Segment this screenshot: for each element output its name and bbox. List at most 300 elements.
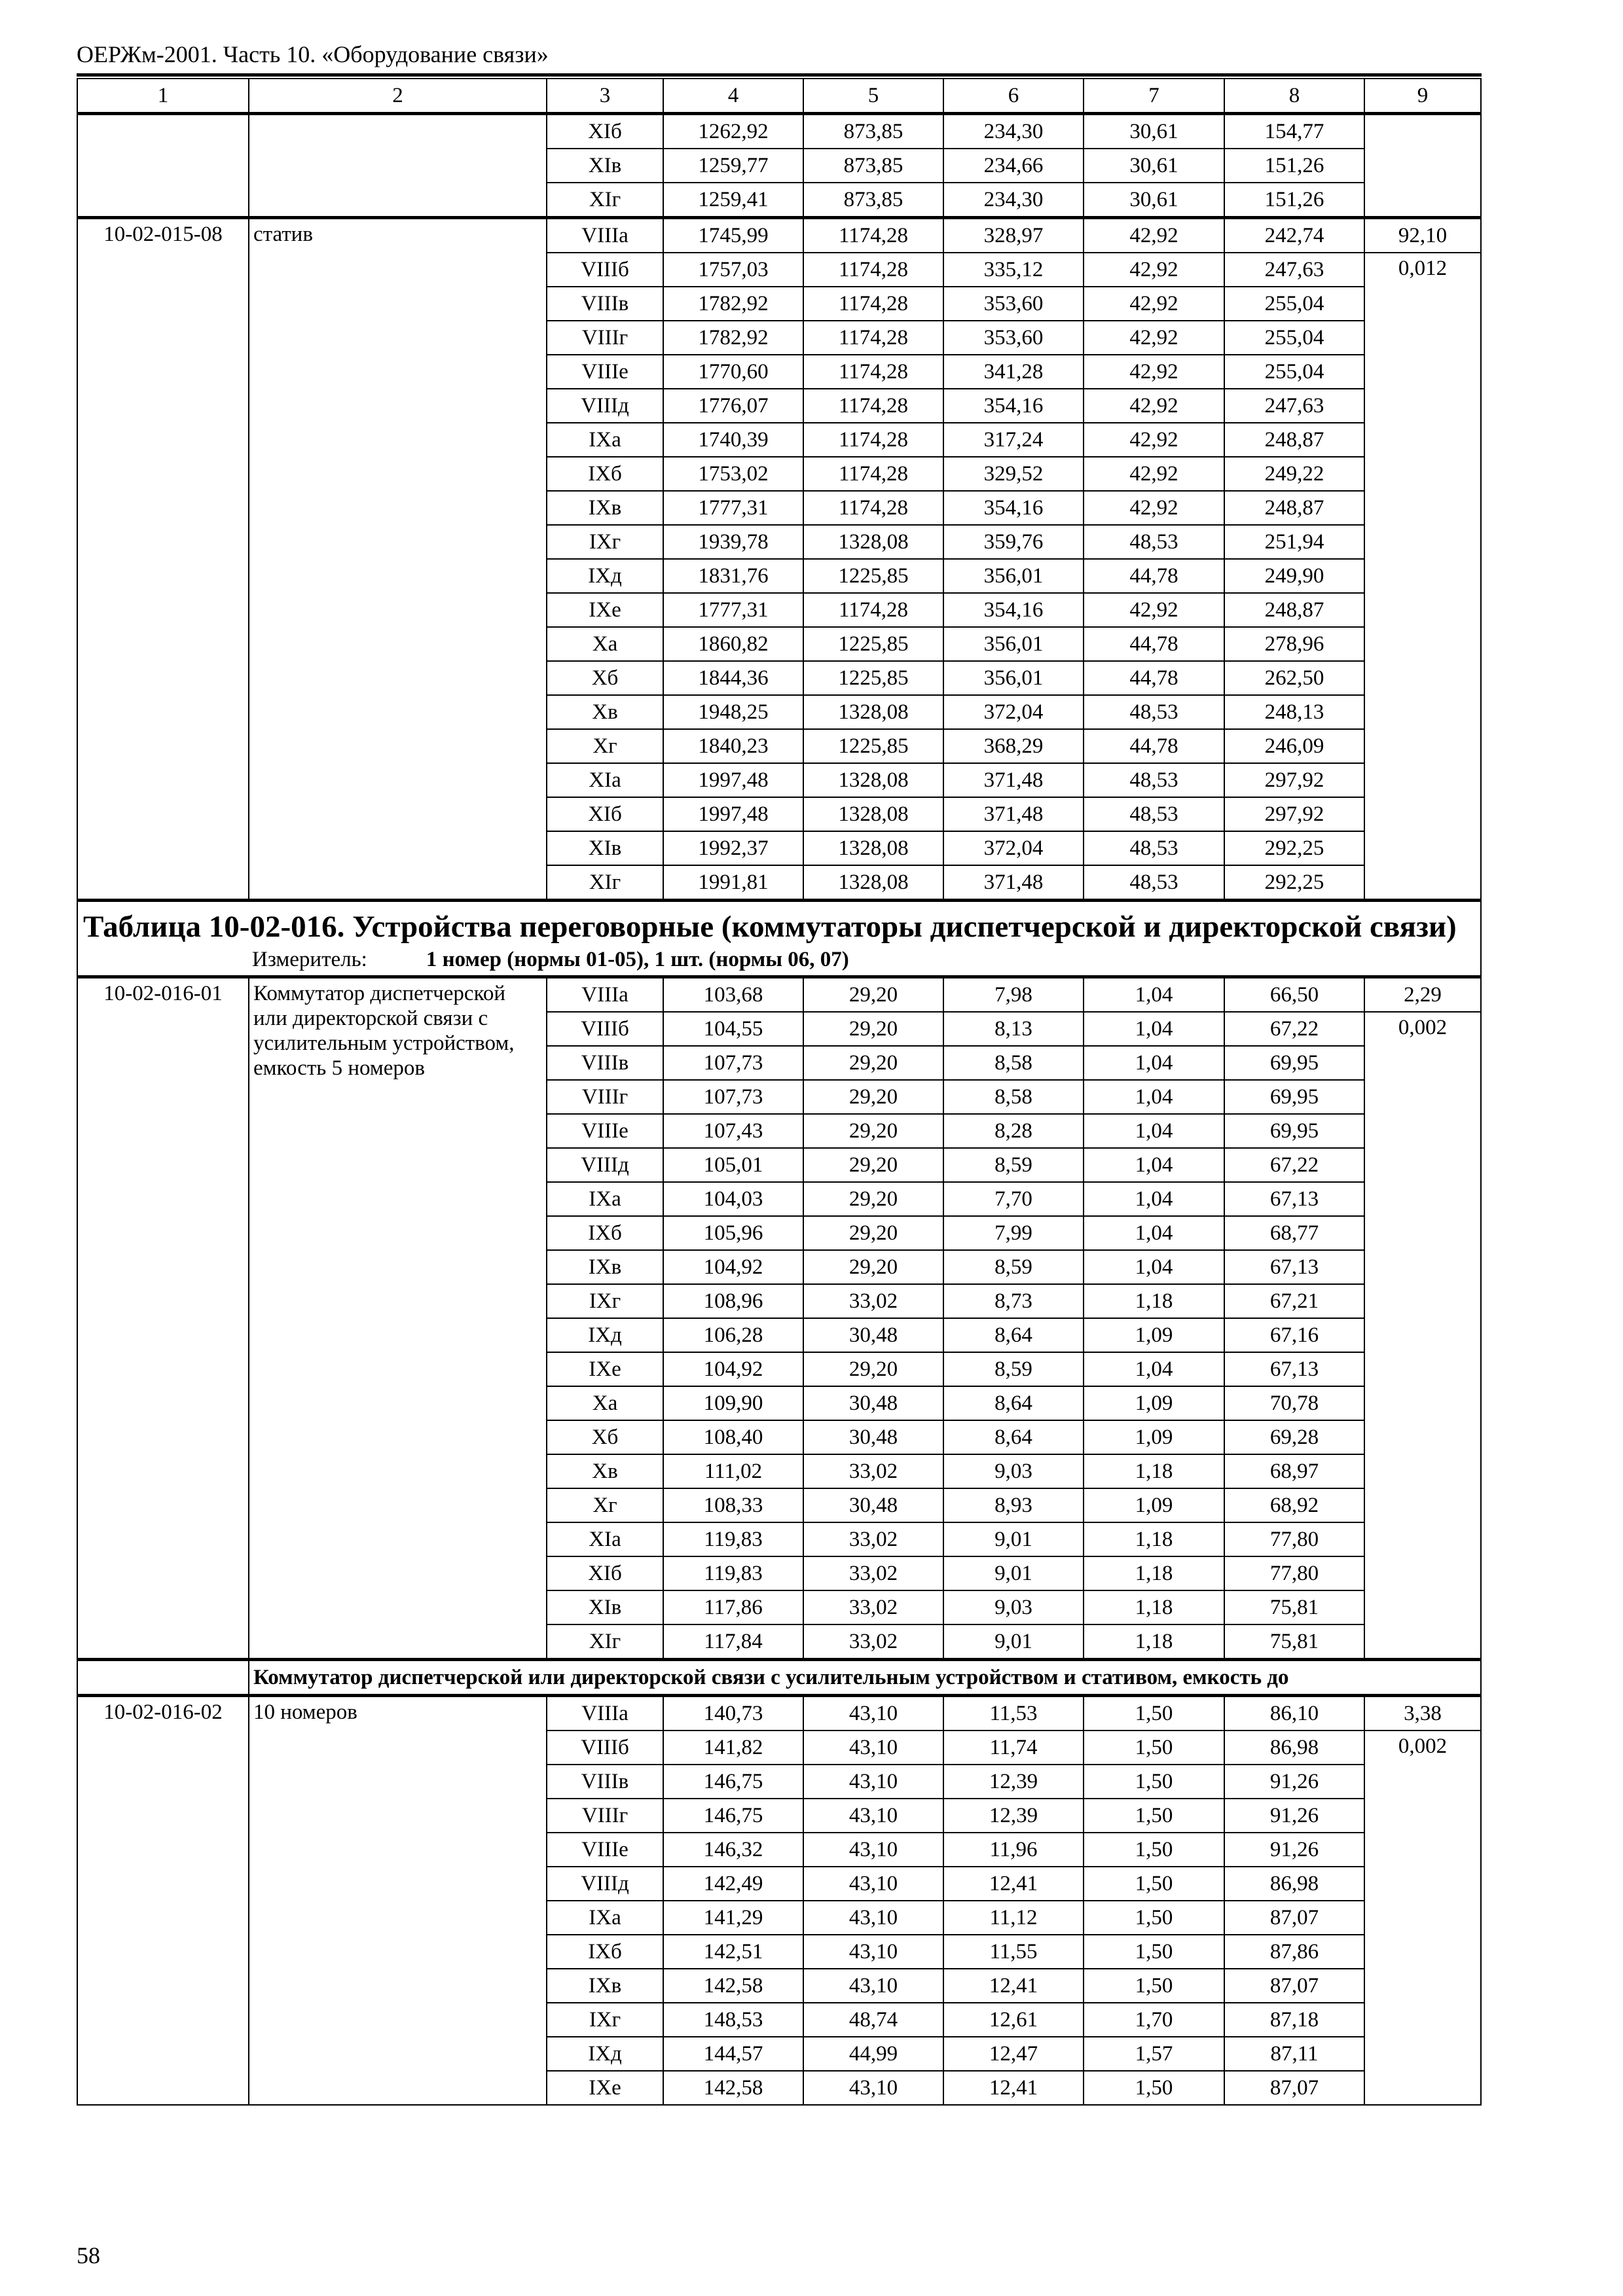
running-header: ОЕРЖм-2001. Часть 10. «Оборудование связи» — [77, 41, 549, 67]
value-cell: 67,16 — [1224, 1318, 1364, 1352]
zone-cell: VIIIа — [547, 218, 663, 253]
value-cell: 1,04 — [1084, 1182, 1224, 1216]
value-cell: 1,04 — [1084, 1148, 1224, 1182]
table-title-row — [77, 901, 1481, 977]
value-cell: 1174,28 — [803, 491, 943, 525]
value-cell: 1,50 — [1084, 2071, 1224, 2105]
value-cell: 246,09 — [1224, 729, 1364, 763]
table-row — [77, 977, 1481, 1013]
value-cell: 1328,08 — [803, 695, 943, 729]
mass-cell: 0,002 — [1364, 1012, 1481, 1660]
value-cell: 44,78 — [1084, 729, 1224, 763]
value-cell: 119,83 — [663, 1522, 803, 1556]
value-cell: 1328,08 — [803, 831, 943, 865]
value-cell: 105,96 — [663, 1216, 803, 1250]
value-cell: 151,26 — [1224, 149, 1364, 183]
value-cell: 106,28 — [663, 1318, 803, 1352]
norm-code: 10-02-016-02 — [77, 1696, 249, 2106]
value-cell: 1,50 — [1084, 1935, 1224, 1969]
value-cell: 1,50 — [1084, 1833, 1224, 1867]
value-cell: 107,43 — [663, 1114, 803, 1148]
measure-label: Измеритель: — [252, 948, 367, 971]
value-cell: 67,21 — [1224, 1284, 1364, 1318]
zone-cell: VIIIб — [547, 1012, 663, 1046]
value-cell: 1259,77 — [663, 149, 803, 183]
value-cell: 7,98 — [943, 977, 1084, 1013]
value-cell: 42,92 — [1084, 457, 1224, 491]
value-cell: 11,96 — [943, 1833, 1084, 1867]
value-cell: 873,85 — [803, 183, 943, 218]
value-cell: 142,49 — [663, 1867, 803, 1901]
zone-cell: VIIIв — [547, 1046, 663, 1080]
value-cell: 104,92 — [663, 1352, 803, 1386]
labor-cell: 2,29 — [1364, 977, 1481, 1013]
value-cell: 1770,60 — [663, 355, 803, 389]
zone-cell: IXе — [547, 593, 663, 627]
value-cell: 9,01 — [943, 1522, 1084, 1556]
value-cell: 1225,85 — [803, 627, 943, 661]
value-cell: 1,57 — [1084, 2037, 1224, 2071]
value-cell: 1,09 — [1084, 1386, 1224, 1420]
value-cell: 8,93 — [943, 1488, 1084, 1522]
header-rule — [77, 73, 1482, 77]
zone-cell: XIа — [547, 763, 663, 797]
norm-name: статив — [249, 218, 547, 901]
value-cell: 1262,92 — [663, 114, 803, 149]
value-cell: 1,04 — [1084, 977, 1224, 1013]
table-row — [77, 218, 1481, 253]
value-cell: 142,51 — [663, 1935, 803, 1969]
column-number: 9 — [1364, 79, 1481, 114]
value-cell: 69,95 — [1224, 1114, 1364, 1148]
value-cell: 141,82 — [663, 1731, 803, 1765]
value-cell: 142,58 — [663, 2071, 803, 2105]
value-cell: 42,92 — [1084, 355, 1224, 389]
value-cell: 1740,39 — [663, 423, 803, 457]
value-cell: 30,61 — [1084, 183, 1224, 218]
value-cell: 11,12 — [943, 1901, 1084, 1935]
zone-cell: VIIIб — [547, 253, 663, 287]
norm-code: 10-02-015-08 — [77, 218, 249, 901]
value-cell: 317,24 — [943, 423, 1084, 457]
value-cell: 248,87 — [1224, 593, 1364, 627]
norm-code: 10-02-016-01 — [77, 977, 249, 1660]
value-cell: 873,85 — [803, 149, 943, 183]
value-cell: 1225,85 — [803, 729, 943, 763]
value-cell: 8,73 — [943, 1284, 1084, 1318]
value-cell: 234,30 — [943, 114, 1084, 149]
value-cell: 7,70 — [943, 1182, 1084, 1216]
value-cell: 354,16 — [943, 593, 1084, 627]
norm-name: 10 номеров — [249, 1696, 547, 2106]
value-cell: 292,25 — [1224, 865, 1364, 901]
value-cell: 108,96 — [663, 1284, 803, 1318]
zone-cell: Xа — [547, 627, 663, 661]
table-title-text: Таблица 10-02-016. Устройства переговорные (коммутаторы диспетчерской и директорской связи) — [83, 910, 1457, 944]
value-cell: 70,78 — [1224, 1386, 1364, 1420]
value-cell: 1757,03 — [663, 253, 803, 287]
value-cell: 328,97 — [943, 218, 1084, 253]
value-cell: 12,39 — [943, 1765, 1084, 1799]
value-cell: 107,73 — [663, 1046, 803, 1080]
value-cell: 1174,28 — [803, 457, 943, 491]
value-cell: 248,87 — [1224, 491, 1364, 525]
value-cell: 1,04 — [1084, 1046, 1224, 1080]
value-cell: 44,99 — [803, 2037, 943, 2071]
zone-cell: VIIIа — [547, 1696, 663, 1731]
zone-cell: VIIIе — [547, 355, 663, 389]
zone-cell: IXд — [547, 1318, 663, 1352]
value-cell: 9,03 — [943, 1590, 1084, 1624]
value-cell: 1,50 — [1084, 1696, 1224, 1731]
zone-cell: Xб — [547, 1420, 663, 1454]
zone-cell: XIг — [547, 865, 663, 901]
value-cell: 247,63 — [1224, 253, 1364, 287]
value-cell: 29,20 — [803, 1046, 943, 1080]
value-cell: 30,61 — [1084, 149, 1224, 183]
value-cell: 234,30 — [943, 183, 1084, 218]
zone-cell: VIIIд — [547, 389, 663, 423]
value-cell: 1,04 — [1084, 1080, 1224, 1114]
value-cell: 109,90 — [663, 1386, 803, 1420]
value-cell: 48,53 — [1084, 525, 1224, 559]
value-cell: 12,41 — [943, 1969, 1084, 2003]
value-cell: 67,13 — [1224, 1182, 1364, 1216]
zone-cell: IXа — [547, 423, 663, 457]
value-cell: 1,70 — [1084, 2003, 1224, 2037]
value-cell: 111,02 — [663, 1454, 803, 1488]
value-cell: 30,48 — [803, 1386, 943, 1420]
value-cell: 87,07 — [1224, 2071, 1364, 2105]
value-cell: 29,20 — [803, 1012, 943, 1046]
value-cell: 8,28 — [943, 1114, 1084, 1148]
value-cell: 44,78 — [1084, 661, 1224, 695]
value-cell: 42,92 — [1084, 253, 1224, 287]
value-cell: 1,09 — [1084, 1488, 1224, 1522]
value-cell: 353,60 — [943, 287, 1084, 321]
value-cell: 1745,99 — [663, 218, 803, 253]
zone-cell: Xб — [547, 661, 663, 695]
value-cell: 91,26 — [1224, 1765, 1364, 1799]
value-cell: 1328,08 — [803, 525, 943, 559]
value-cell: 1,50 — [1084, 1969, 1224, 2003]
zone-cell: Xв — [547, 695, 663, 729]
value-cell: 75,81 — [1224, 1624, 1364, 1660]
value-cell: 140,73 — [663, 1696, 803, 1731]
value-cell: 8,64 — [943, 1318, 1084, 1352]
value-cell: 1777,31 — [663, 593, 803, 627]
value-cell: 329,52 — [943, 457, 1084, 491]
value-cell: 248,13 — [1224, 695, 1364, 729]
value-cell: 42,92 — [1084, 389, 1224, 423]
value-cell: 43,10 — [803, 1731, 943, 1765]
zone-cell: IXв — [547, 491, 663, 525]
value-cell: 33,02 — [803, 1556, 943, 1590]
value-cell: 48,53 — [1084, 763, 1224, 797]
zone-cell: XIв — [547, 1590, 663, 1624]
value-cell: 104,03 — [663, 1182, 803, 1216]
value-cell: 1997,48 — [663, 763, 803, 797]
value-cell: 12,41 — [943, 1867, 1084, 1901]
value-cell: 247,63 — [1224, 389, 1364, 423]
value-cell: 1,18 — [1084, 1624, 1224, 1660]
zone-cell: Xг — [547, 729, 663, 763]
value-cell: 91,26 — [1224, 1833, 1364, 1867]
value-cell: 234,66 — [943, 149, 1084, 183]
value-cell: 146,75 — [663, 1799, 803, 1833]
zone-cell: IXд — [547, 2037, 663, 2071]
table-cell — [77, 1660, 249, 1696]
value-cell: 148,53 — [663, 2003, 803, 2037]
value-cell: 278,96 — [1224, 627, 1364, 661]
value-cell: 75,81 — [1224, 1590, 1364, 1624]
zone-cell: VIIIг — [547, 1799, 663, 1833]
zone-cell: VIIIв — [547, 1765, 663, 1799]
value-cell: 104,55 — [663, 1012, 803, 1046]
value-cell: 154,77 — [1224, 114, 1364, 149]
column-number: 3 — [547, 79, 663, 114]
zone-cell: XIа — [547, 1522, 663, 1556]
value-cell: 30,48 — [803, 1420, 943, 1454]
value-cell: 33,02 — [803, 1454, 943, 1488]
value-cell: 117,84 — [663, 1624, 803, 1660]
value-cell: 8,13 — [943, 1012, 1084, 1046]
page-number: 58 — [77, 2242, 100, 2269]
value-cell: 42,92 — [1084, 423, 1224, 457]
zone-cell: IXг — [547, 2003, 663, 2037]
zone-cell: Xа — [547, 1386, 663, 1420]
value-cell: 873,85 — [803, 114, 943, 149]
value-cell: 33,02 — [803, 1284, 943, 1318]
value-cell: 1174,28 — [803, 321, 943, 355]
zone-cell: VIIIд — [547, 1148, 663, 1182]
value-cell: 8,58 — [943, 1046, 1084, 1080]
value-cell: 1,04 — [1084, 1114, 1224, 1148]
value-cell: 33,02 — [803, 1590, 943, 1624]
value-cell: 43,10 — [803, 2071, 943, 2105]
zone-cell: XIг — [547, 1624, 663, 1660]
value-cell: 30,48 — [803, 1318, 943, 1352]
value-cell: 69,28 — [1224, 1420, 1364, 1454]
zone-cell: IXг — [547, 1284, 663, 1318]
value-cell: 43,10 — [803, 1833, 943, 1867]
value-cell: 108,40 — [663, 1420, 803, 1454]
value-cell: 117,86 — [663, 1590, 803, 1624]
labor-cell — [1364, 114, 1481, 218]
value-cell: 292,25 — [1224, 831, 1364, 865]
value-cell: 29,20 — [803, 1352, 943, 1386]
mass-cell: 0,012 — [1364, 253, 1481, 901]
value-cell: 1,18 — [1084, 1522, 1224, 1556]
value-cell: 8,64 — [943, 1420, 1084, 1454]
value-cell: 86,98 — [1224, 1731, 1364, 1765]
value-cell: 144,57 — [663, 2037, 803, 2071]
value-cell: 108,33 — [663, 1488, 803, 1522]
value-cell: 1939,78 — [663, 525, 803, 559]
table-row — [77, 114, 1481, 149]
value-cell: 1844,36 — [663, 661, 803, 695]
zone-cell: IXа — [547, 1182, 663, 1216]
value-cell: 77,80 — [1224, 1556, 1364, 1590]
measure-unit — [83, 946, 1475, 973]
value-cell: 48,53 — [1084, 831, 1224, 865]
value-cell: 1328,08 — [803, 797, 943, 831]
value-cell: 7,99 — [943, 1216, 1084, 1250]
value-cell: 371,48 — [943, 797, 1084, 831]
zone-cell: IXб — [547, 1935, 663, 1969]
value-cell: 242,74 — [1224, 218, 1364, 253]
value-cell: 42,92 — [1084, 287, 1224, 321]
value-cell: 1225,85 — [803, 661, 943, 695]
value-cell: 1,09 — [1084, 1318, 1224, 1352]
value-cell: 1948,25 — [663, 695, 803, 729]
value-cell: 42,92 — [1084, 593, 1224, 627]
value-cell: 1,09 — [1084, 1420, 1224, 1454]
value-cell: 43,10 — [803, 1901, 943, 1935]
value-cell: 30,61 — [1084, 114, 1224, 149]
value-cell: 87,86 — [1224, 1935, 1364, 1969]
value-cell: 1991,81 — [663, 865, 803, 901]
value-cell: 29,20 — [803, 1114, 943, 1148]
value-cell: 1777,31 — [663, 491, 803, 525]
value-cell: 107,73 — [663, 1080, 803, 1114]
value-cell: 29,20 — [803, 1182, 943, 1216]
zone-cell: XIв — [547, 831, 663, 865]
value-cell: 1174,28 — [803, 423, 943, 457]
value-cell: 1,50 — [1084, 1765, 1224, 1799]
value-cell: 359,76 — [943, 525, 1084, 559]
value-cell: 44,78 — [1084, 559, 1224, 593]
value-cell: 297,92 — [1224, 797, 1364, 831]
value-cell: 43,10 — [803, 1765, 943, 1799]
value-cell: 341,28 — [943, 355, 1084, 389]
zone-cell: VIIIа — [547, 977, 663, 1013]
value-cell: 1782,92 — [663, 321, 803, 355]
value-cell: 249,90 — [1224, 559, 1364, 593]
zone-cell: VIIIе — [547, 1833, 663, 1867]
value-cell: 9,03 — [943, 1454, 1084, 1488]
value-cell: 372,04 — [943, 695, 1084, 729]
zone-cell: XIв — [547, 149, 663, 183]
zone-cell: VIIIб — [547, 1731, 663, 1765]
value-cell: 1174,28 — [803, 389, 943, 423]
value-cell: 142,58 — [663, 1969, 803, 2003]
rates-table — [77, 78, 1482, 2106]
value-cell: 1,50 — [1084, 1799, 1224, 1833]
value-cell: 103,68 — [663, 977, 803, 1013]
value-cell: 67,13 — [1224, 1250, 1364, 1284]
zone-cell: VIIIе — [547, 1114, 663, 1148]
norm-name — [249, 114, 547, 218]
zone-cell: Xг — [547, 1488, 663, 1522]
value-cell: 1782,92 — [663, 287, 803, 321]
zone-cell: VIIIг — [547, 321, 663, 355]
zone-cell: IXв — [547, 1969, 663, 2003]
value-cell: 1840,23 — [663, 729, 803, 763]
table-title — [77, 901, 1481, 977]
value-cell: 1328,08 — [803, 763, 943, 797]
column-number: 2 — [249, 79, 547, 114]
value-cell: 9,01 — [943, 1556, 1084, 1590]
zone-cell: XIб — [547, 114, 663, 149]
value-cell: 42,92 — [1084, 491, 1224, 525]
zone-cell: VIIIг — [547, 1080, 663, 1114]
value-cell: 1,50 — [1084, 1901, 1224, 1935]
column-number: 1 — [77, 79, 249, 114]
value-cell: 67,22 — [1224, 1012, 1364, 1046]
value-cell: 1174,28 — [803, 355, 943, 389]
zone-cell: IXе — [547, 2071, 663, 2105]
value-cell: 151,26 — [1224, 183, 1364, 218]
value-cell: 29,20 — [803, 1250, 943, 1284]
value-cell: 371,48 — [943, 865, 1084, 901]
value-cell: 262,50 — [1224, 661, 1364, 695]
mass-cell: 0,002 — [1364, 1731, 1481, 2105]
group-subtitle: Коммутатор диспетчерской или директорской связи с усилительным устройством и стативом, емкость до — [249, 1660, 1481, 1696]
value-cell: 146,75 — [663, 1765, 803, 1799]
value-cell: 87,07 — [1224, 1969, 1364, 2003]
value-cell: 43,10 — [803, 1935, 943, 1969]
column-number: 4 — [663, 79, 803, 114]
value-cell: 1174,28 — [803, 287, 943, 321]
zone-cell: VIIIд — [547, 1867, 663, 1901]
value-cell: 1,50 — [1084, 1867, 1224, 1901]
value-cell: 68,77 — [1224, 1216, 1364, 1250]
value-cell: 87,18 — [1224, 2003, 1364, 2037]
measure-value: 1 номер (нормы 01-05), 1 шт. (нормы 06, 07) — [426, 948, 849, 971]
value-cell: 30,48 — [803, 1488, 943, 1522]
value-cell: 48,53 — [1084, 865, 1224, 901]
value-cell: 1,04 — [1084, 1216, 1224, 1250]
value-cell: 297,92 — [1224, 763, 1364, 797]
value-cell: 48,53 — [1084, 797, 1224, 831]
value-cell: 43,10 — [803, 1799, 943, 1833]
value-cell: 1,18 — [1084, 1454, 1224, 1488]
value-cell: 105,01 — [663, 1148, 803, 1182]
value-cell: 29,20 — [803, 1148, 943, 1182]
value-cell: 372,04 — [943, 831, 1084, 865]
value-cell: 368,29 — [943, 729, 1084, 763]
value-cell: 42,92 — [1084, 218, 1224, 253]
value-cell: 1174,28 — [803, 218, 943, 253]
value-cell: 119,83 — [663, 1556, 803, 1590]
value-cell: 9,01 — [943, 1624, 1084, 1660]
norm-code — [77, 114, 249, 218]
value-cell: 251,94 — [1224, 525, 1364, 559]
value-cell: 48,74 — [803, 2003, 943, 2037]
value-cell: 1992,37 — [663, 831, 803, 865]
value-cell: 87,07 — [1224, 1901, 1364, 1935]
value-cell: 1174,28 — [803, 593, 943, 627]
value-cell: 87,11 — [1224, 2037, 1364, 2071]
value-cell: 8,64 — [943, 1386, 1084, 1420]
value-cell: 91,26 — [1224, 1799, 1364, 1833]
value-cell: 1,18 — [1084, 1556, 1224, 1590]
value-cell: 141,29 — [663, 1901, 803, 1935]
value-cell: 12,39 — [943, 1799, 1084, 1833]
zone-cell: XIб — [547, 1556, 663, 1590]
value-cell: 86,10 — [1224, 1696, 1364, 1731]
value-cell: 1,50 — [1084, 1731, 1224, 1765]
value-cell: 67,13 — [1224, 1352, 1364, 1386]
value-cell: 33,02 — [803, 1522, 943, 1556]
value-cell: 43,10 — [803, 1969, 943, 2003]
value-cell: 69,95 — [1224, 1080, 1364, 1114]
value-cell: 44,78 — [1084, 627, 1224, 661]
zone-cell: IXв — [547, 1250, 663, 1284]
value-cell: 69,95 — [1224, 1046, 1364, 1080]
zone-cell: IXб — [547, 457, 663, 491]
